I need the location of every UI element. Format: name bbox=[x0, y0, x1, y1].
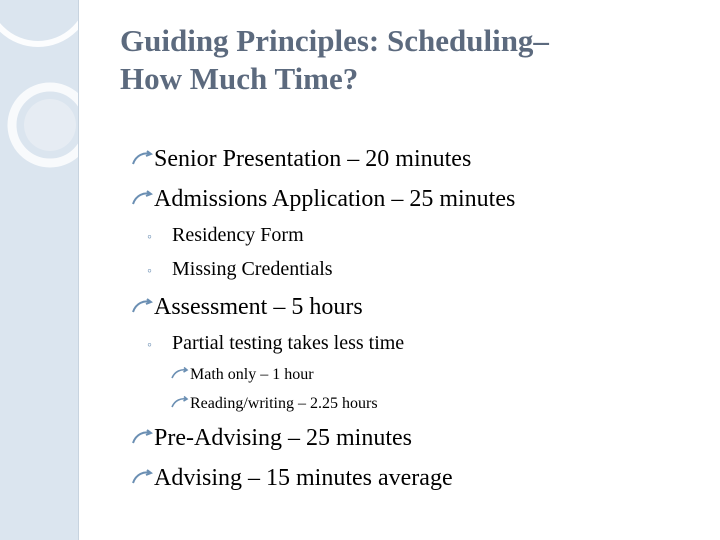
curved-arrow-bullet-icon bbox=[171, 395, 190, 409]
ring-bullet-icon: ◦ bbox=[147, 338, 152, 353]
bullet-text: Pre-Advising – 25 minutes bbox=[154, 425, 412, 451]
bullet-text: Admissions Application – 25 minutes bbox=[154, 186, 516, 212]
bullet-text: Advising – 15 minutes average bbox=[154, 465, 453, 491]
ring-bullet-icon: ◦ bbox=[147, 264, 152, 279]
sub-bullet-text: Residency Form bbox=[172, 224, 304, 246]
bullet-senior-presentation bbox=[131, 146, 471, 173]
curved-arrow-bullet-icon bbox=[171, 366, 190, 380]
title-line-1: Guiding Principles: Scheduling– bbox=[120, 23, 549, 58]
curved-arrow-bullet-icon bbox=[131, 427, 154, 447]
sub-sub-bullet-reading-writing bbox=[171, 395, 378, 413]
sub-bullet-text: Partial testing takes less time bbox=[172, 332, 405, 354]
bullet-text: Assessment – 5 hours bbox=[154, 294, 363, 320]
bullet-pre-advising bbox=[131, 425, 412, 452]
sub-bullet-missing-credentials bbox=[147, 258, 333, 281]
decorative-sidebar bbox=[0, 0, 79, 540]
curved-arrow-bullet-icon bbox=[131, 296, 154, 316]
bullet-advising bbox=[131, 465, 453, 492]
sub-sub-bullet-text: Reading/writing – 2.25 hours bbox=[190, 395, 378, 412]
curved-arrow-bullet-icon bbox=[131, 148, 154, 168]
slide-title bbox=[120, 22, 700, 98]
sub-bullet-text: Missing Credentials bbox=[172, 258, 333, 280]
bullet-admissions-application bbox=[131, 186, 515, 213]
sub-bullet-residency-form bbox=[147, 224, 304, 247]
title-line-2: How Much Time? bbox=[120, 60, 359, 96]
sub-bullet-partial-testing bbox=[147, 332, 404, 355]
sub-sub-bullet-math bbox=[171, 366, 314, 384]
curved-arrow-bullet-icon bbox=[131, 188, 154, 208]
curved-arrow-bullet-icon bbox=[131, 467, 154, 487]
sidebar-rings-decoration bbox=[0, 0, 78, 540]
sub-sub-bullet-text: Math only – 1 hour bbox=[190, 366, 314, 383]
bullet-assessment bbox=[131, 294, 363, 321]
bullet-text: Senior Presentation – 20 minutes bbox=[154, 146, 472, 172]
ring-bullet-icon: ◦ bbox=[147, 230, 152, 245]
